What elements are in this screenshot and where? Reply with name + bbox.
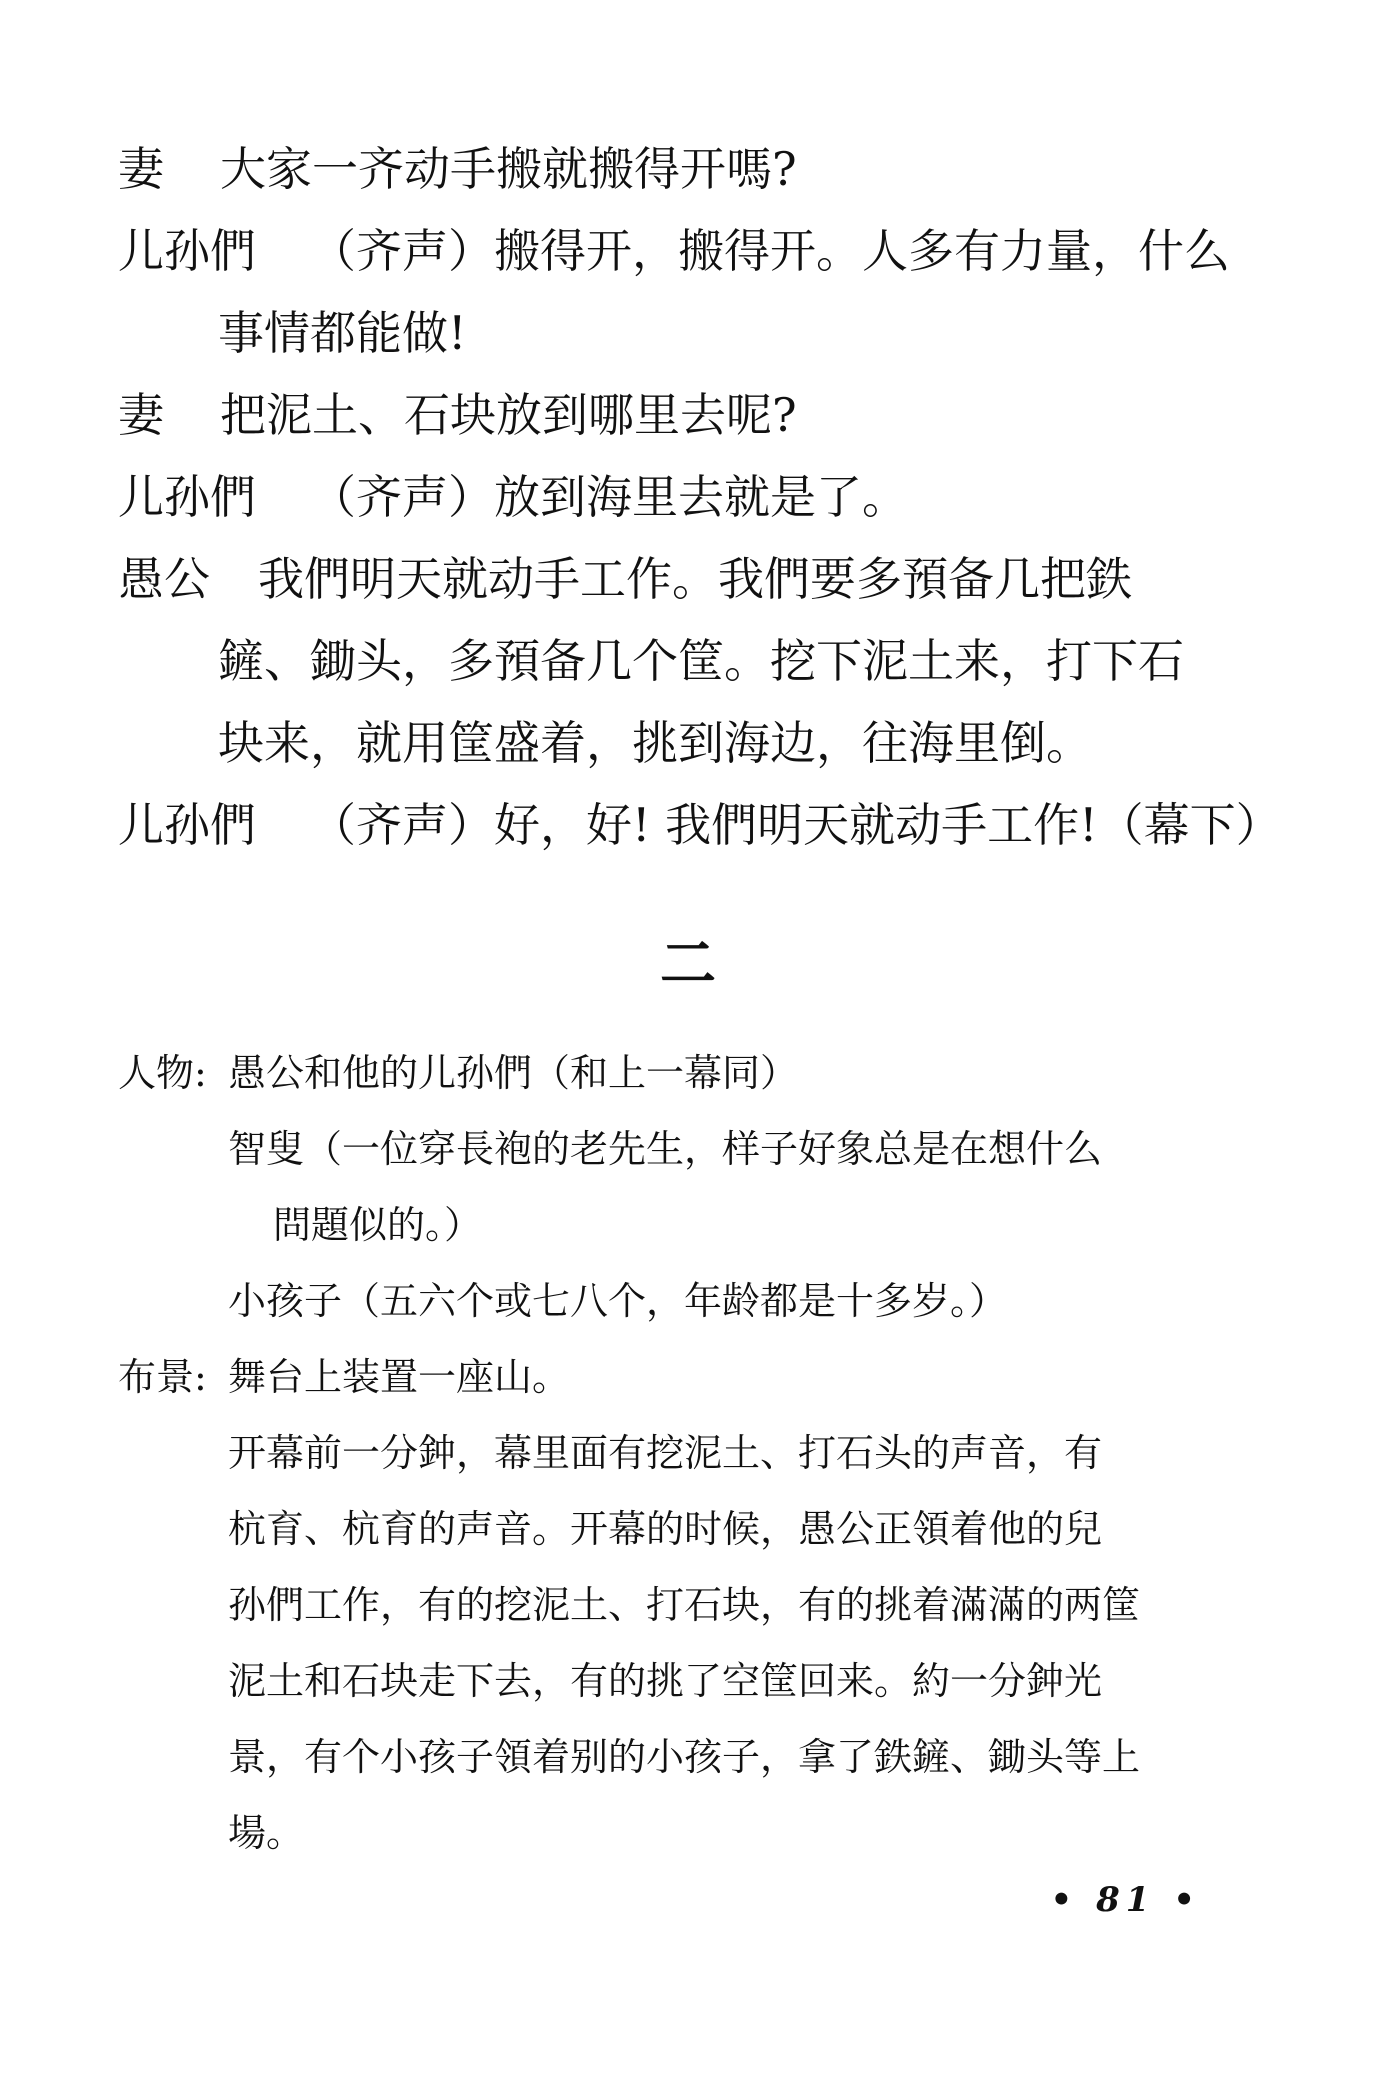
dialogue-line xyxy=(118,538,1218,620)
speech-continuation: 块来，就用筐盛着，挑到海边，往海里倒。 xyxy=(218,716,1092,770)
speech-text: 我們明天就动手工作。我們要多預备几把鉄 xyxy=(258,552,1132,606)
stage-notes xyxy=(118,1035,1228,1871)
dialogue-line xyxy=(118,784,1282,866)
character-entry: 愚公和他的儿孙們（和上一幕同） xyxy=(228,1051,799,1095)
setting-line: 舞台上装置一座山。 xyxy=(228,1355,571,1399)
setting-line: 場。 xyxy=(228,1811,305,1855)
speech-continuation: 鏟、鋤头，多預备几个筐。挖下泥土来，打下石 xyxy=(218,634,1184,688)
dialogue-block xyxy=(118,128,1282,866)
dialogue-line xyxy=(118,456,1218,538)
speech-continuation: 事情都能做! xyxy=(218,306,467,360)
speech-text: （齐声）放到海里去就是了。 xyxy=(310,470,908,524)
speaker-name: 妻 xyxy=(118,388,164,442)
speaker-name: 愚公 xyxy=(118,552,210,606)
dialogue-line xyxy=(118,210,1230,292)
page-number: • 81 • xyxy=(1050,1880,1201,1920)
character-entry-continuation: 問題似的。） xyxy=(273,1203,483,1247)
setting-row xyxy=(118,1339,1228,1415)
dialogue-line xyxy=(118,374,1218,456)
speech-text: （齐声）好，好! 我們明天就动手工作!（幕下） xyxy=(310,798,1282,852)
speaker-name: 儿孙們 xyxy=(118,798,256,852)
dialogue-line xyxy=(118,128,1218,210)
setting-line: 开幕前一分鈡，幕里面有挖泥土、打石头的声音，有 xyxy=(228,1431,1103,1475)
speech-text: （齐声）搬得开，搬得开。人多有力量，什么 xyxy=(310,224,1230,278)
characters-label: 人物: xyxy=(118,1051,207,1095)
speaker-name: 妻 xyxy=(118,142,164,196)
setting-line: 泥土和石块走下去，有的挑了空筐回来。約一分鈡光 xyxy=(228,1659,1103,1703)
character-entry: 智叟（一位穿長袍的老先生，样子好象总是在想什么 xyxy=(228,1127,1103,1171)
setting-line: 景，有个小孩子領着别的小孩子，拿了鉄鏟、鋤头等上 xyxy=(228,1735,1141,1779)
speech-text: 大家一齐动手搬就搬得开嗎? xyxy=(220,142,797,196)
setting-label: 布景: xyxy=(118,1355,207,1399)
setting-line: 杭育、杭育的声音。开幕的时候，愚公正領着他的兒 xyxy=(228,1507,1103,1551)
speaker-name: 儿孙們 xyxy=(118,224,256,278)
characters-row xyxy=(118,1035,1228,1111)
act-heading: 二 xyxy=(660,931,716,997)
character-entry: 小孩子（五六个或七八个，年龄都是十多岁。） xyxy=(228,1279,1008,1323)
setting-line: 孙們工作，有的挖泥土、打石块，有的挑着滿滿的两筐 xyxy=(228,1583,1141,1627)
speaker-name: 儿孙們 xyxy=(118,470,256,524)
speech-text: 把泥土、石块放到哪里去呢? xyxy=(220,388,797,442)
